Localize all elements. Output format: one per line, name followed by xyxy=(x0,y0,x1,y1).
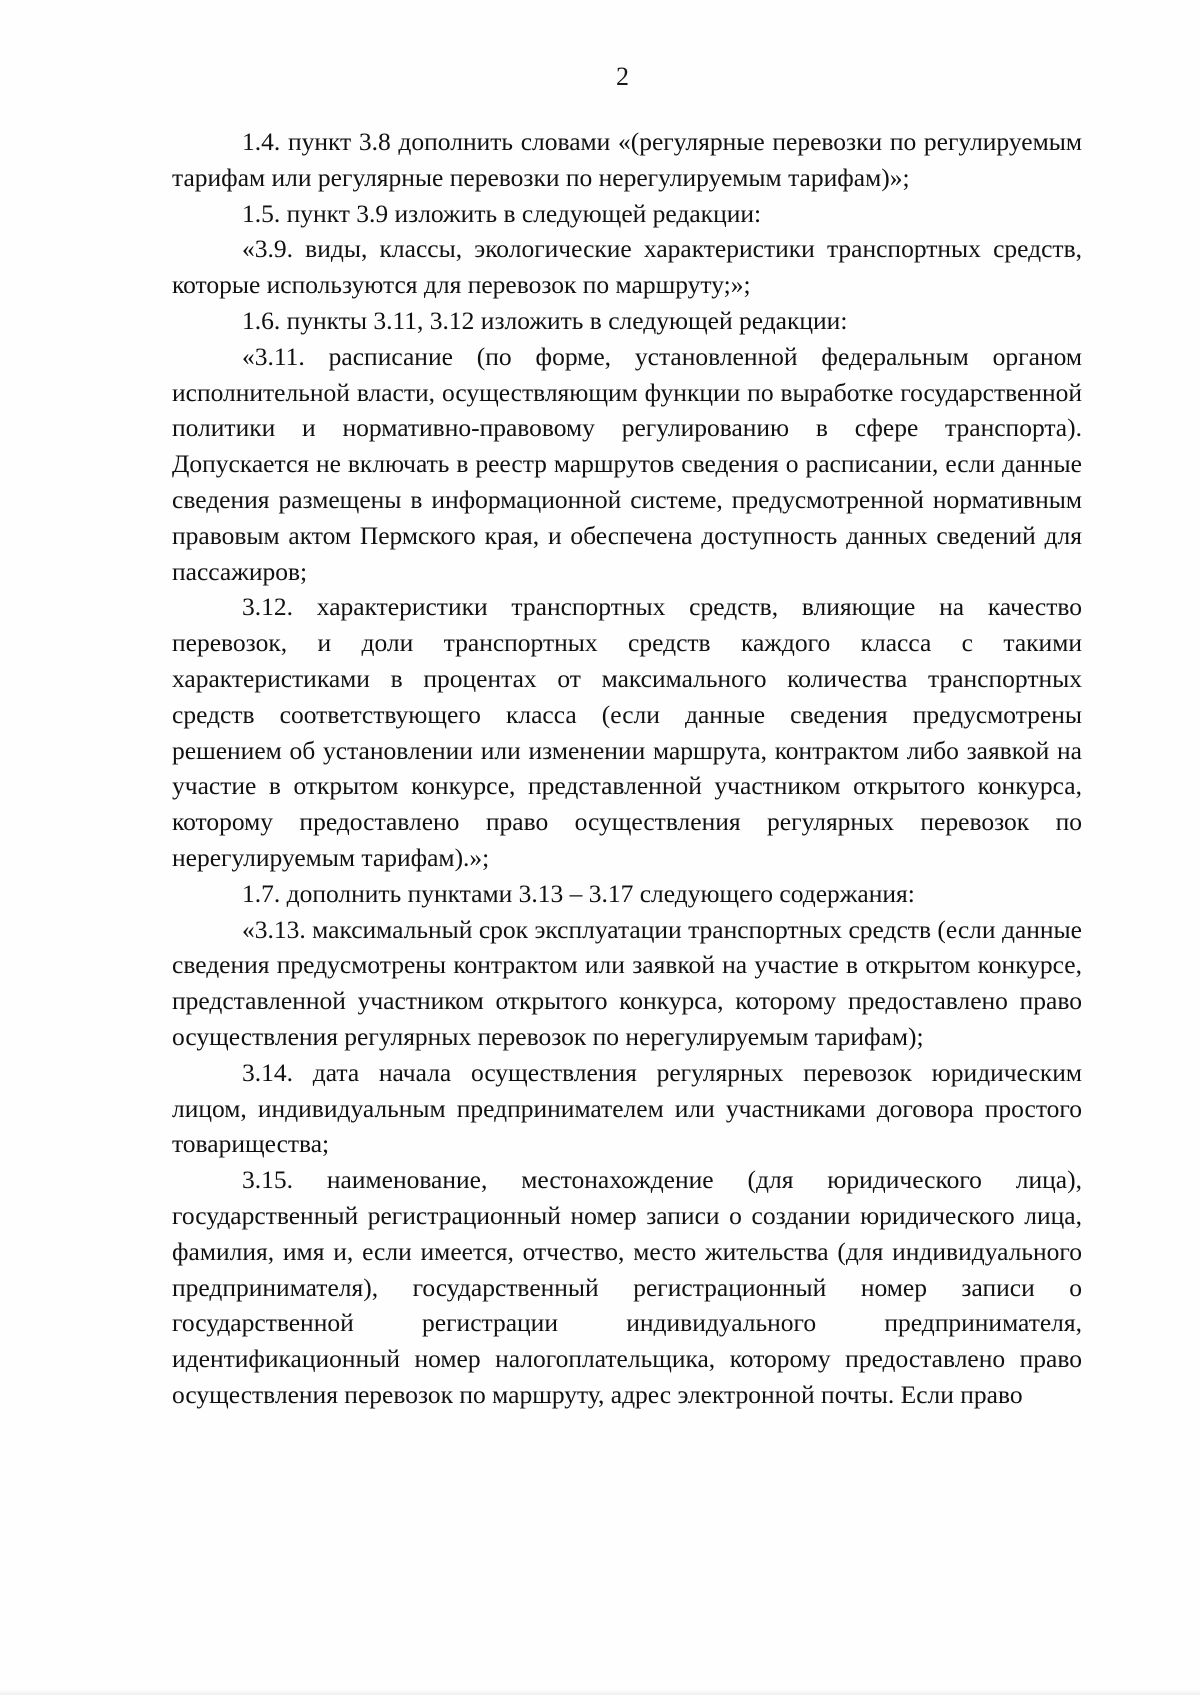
scan-bottom-edge xyxy=(0,1689,1200,1695)
paragraph-1-4: 1.4. пункт 3.8 дополнить словами «(регулярные перевозки по регулируемым тарифам или регулярные перевозки по нерегулируемым тарифам)»; xyxy=(172,127,1082,192)
document-body xyxy=(172,124,1082,1413)
paragraph-3-14: 3.14. дата начала осуществления регулярных перевозок юридическим лицом, индивидуальным предпринимателем или участниками договора простого товарищества; xyxy=(172,1057,1082,1159)
paragraph-3-11: «3.11. расписание (по форме, установленной федеральным органом исполнительной власти, осуществляющим функции по выработке государственной политики и нормативно-правовому регулированию в сфере транспорта). Допускается не включать в реестр маршрутов сведения о расписании, если данные сведения размещены в информационной системе, предусмотренной нормативным правовым актом Пермского края, и обеспечена доступность данных сведений для пассажиров; xyxy=(172,341,1082,586)
paragraph-1-6: 1.6. пункты 3.11, 3.12 изложить в следующей редакции: xyxy=(242,305,848,335)
paragraph-1-5: 1.5. пункт 3.9 изложить в следующей редакции: xyxy=(242,198,762,228)
paragraph-3-12: 3.12. характеристики транспортных средств, влияющие на качество перевозок, и доли транспортных средств каждого класса с такими характеристиками в процентах от максимального количества транспортных средств соответствующего класса (если данные сведения предусмотрены решением об установлении или изменении маршрута, контрактом либо заявкой на участие в открытом конкурсе, представленной участником открытого конкурса, которому предоставлено право осуществления регулярных перевозок по нерегулируемым тарифам).»; xyxy=(172,592,1082,872)
paragraph-1-7: 1.7. дополнить пунктами 3.13 – 3.17 следующего содержания: xyxy=(242,878,915,908)
paragraph-3-15: 3.15. наименование, местонахождение (для юридического лица), государственный регистрационный номер записи о создании юридического лица, фамилия, имя и, если имеется, отчество, место жительства (для индивидуального предпринимателя), государственный регистрационный номер записи о государственной регистрации индивидуального предпринимателя, идентификационный номер налогоплательщика, которому предоставлено право осуществления перевозок по маршруту, адрес электронной почты. Если право xyxy=(172,1165,1082,1409)
paragraph-3-13: «3.13. максимальный срок эксплуатации транспортных средств (если данные сведения предусмотрены контрактом или заявкой на участие в открытом конкурсе, представленной участником открытого конкурса, которому предоставлено право осуществления регулярных перевозок по нерегулируемым тарифам); xyxy=(172,914,1082,1051)
paragraph-3-9: «3.9. виды, классы, экологические характеристики транспортных средств, которые используются для перевозок по маршруту;»; xyxy=(172,234,1082,300)
page-number: 2 xyxy=(616,62,629,91)
